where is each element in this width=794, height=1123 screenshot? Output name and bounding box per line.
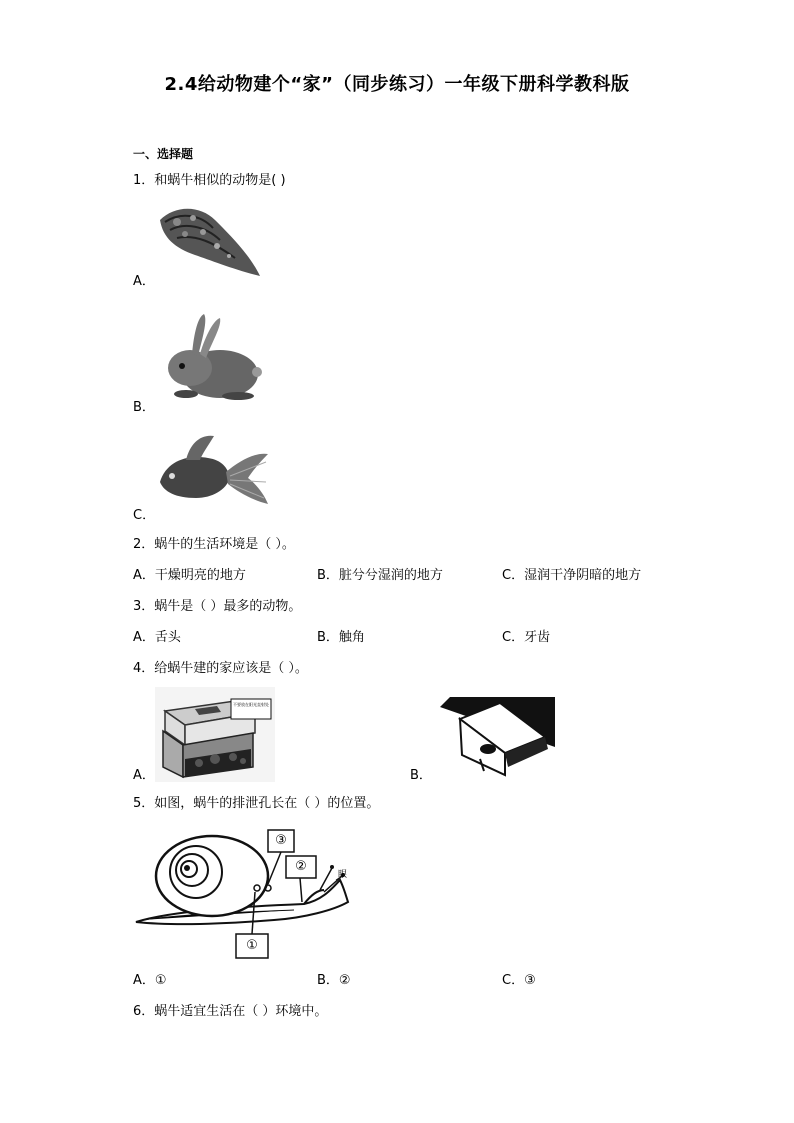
rabbit-image bbox=[158, 312, 263, 404]
q4-stem: 4．给蜗牛建的家应该是（ ）。 bbox=[133, 661, 308, 676]
q4-option-a: A． bbox=[133, 768, 155, 783]
q2-option-a: A．干燥明亮的地方 bbox=[133, 568, 246, 583]
q2-option-c: C．湿润干净阴暗的地方 bbox=[502, 568, 642, 583]
q6-stem: 6．蜗牛适宜生活在（ ）环境中。 bbox=[133, 1004, 328, 1019]
diagram-label-2: ② bbox=[295, 859, 307, 874]
snail-anatomy-diagram bbox=[134, 824, 374, 964]
q1-option-b: B． bbox=[133, 400, 155, 415]
q1-option-c: C． bbox=[133, 508, 156, 523]
snail-terrarium-box-image bbox=[155, 687, 275, 782]
diagram-label-1: ① bbox=[246, 938, 258, 953]
q5-option-b: B．② bbox=[317, 973, 351, 988]
eye-label: 眼 bbox=[338, 870, 348, 880]
q3-stem: 3．蜗牛是（ ）最多的动物。 bbox=[133, 599, 302, 614]
q3-option-c: C．牙齿 bbox=[502, 630, 551, 645]
birdhouse-image bbox=[440, 697, 555, 777]
q4-option-b: B． bbox=[410, 768, 432, 783]
q3-option-a: A．舌头 bbox=[133, 630, 181, 645]
conch-shell-image bbox=[155, 200, 265, 280]
q1-option-a: A． bbox=[133, 274, 155, 289]
q2-stem: 2．蜗牛的生活环境是（ ）。 bbox=[133, 537, 295, 552]
q2-option-b: B．脏兮兮湿润的地方 bbox=[317, 568, 443, 583]
q5-option-c: C．③ bbox=[502, 973, 536, 988]
q5-option-a: A．① bbox=[133, 973, 167, 988]
goldfish-image bbox=[156, 432, 271, 514]
q5-stem: 5．如图，蜗牛的排泄孔长在（ ）的位置。 bbox=[133, 796, 380, 811]
page-title: 2.4给动物建个“家”（同步练习）一年级下册科学教科版 bbox=[164, 74, 630, 95]
q1-stem: 1．和蜗牛相似的动物是( ) bbox=[133, 173, 286, 188]
q3-option-b: B．触角 bbox=[317, 630, 365, 645]
diagram-label-3: ③ bbox=[275, 833, 287, 848]
box-sign-label: 不要放在阳光直射处 bbox=[233, 702, 269, 707]
section-heading: 一、选择题 bbox=[133, 147, 194, 161]
